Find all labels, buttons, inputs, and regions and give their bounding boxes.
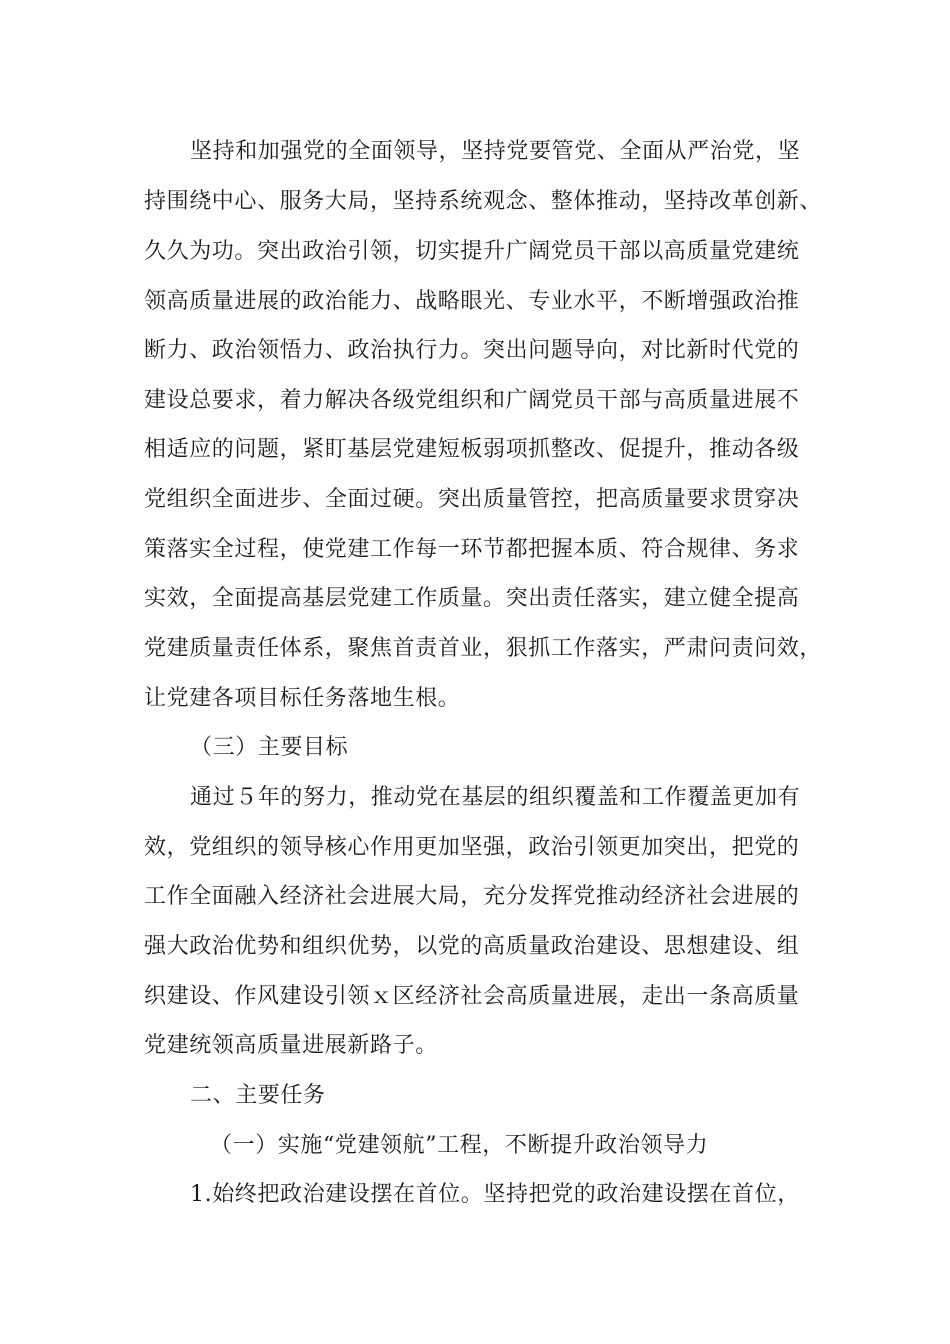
section-heading: （三）主要目标: [190, 735, 349, 760]
paragraph-line: 强大政治优势和组织优势，以党的高质量政治建设、思想建设、组: [144, 934, 800, 959]
paragraph-line: 工作全面融入经济社会进展大局，充分发挥党推动经济社会进展的: [144, 884, 800, 909]
paragraph-line: 持围绕中心、服务大局，坚持系统观念、整体推动，坚持改革创新、: [144, 189, 823, 214]
paragraph-line: 领高质量进展的政治能力、战略眼光、专业水平，不断增强政治推: [144, 289, 800, 314]
paragraph-line: 党建统领高质量进展新路子。: [144, 1033, 438, 1058]
paragraph-line: 让党建各项目标任务落地生根。: [144, 686, 461, 711]
paragraph-line: 党建质量责任体系，聚焦首责首业，狠抓工作落实，严肃问责问效，: [144, 636, 823, 661]
paragraph-line: 相适应的问题，紧盯基层党建短板弱项抓整改、促提升，推动各级: [144, 437, 800, 462]
paragraph-line: 久久为功。突出政治引领，切实提升广阔党员干部以高质量党建统: [144, 239, 800, 264]
section-heading: 二、主要任务: [190, 1083, 326, 1108]
paragraph-line: 党组织全面进步、全面过硬。突出质量管控，把高质量要求贯穿决: [144, 487, 800, 512]
paragraph-line: 断力、政治领悟力、政治执行力。突出问题导向，对比新时代党的: [144, 338, 800, 363]
paragraph-line: 建设总要求，着力解决各级党组织和广阔党员干部与高质量进展不: [144, 388, 800, 413]
paragraph-line: 坚持和加强党的全面领导，坚持党要管党、全面从严治党，坚: [190, 139, 801, 164]
paragraph-line: 通过５年的努力，推动党在基层的组织覆盖和工作覆盖更加有: [190, 785, 801, 810]
paragraph-line: 策落实全过程，使党建工作每一环节都把握本质、符合规律、务求: [144, 537, 800, 562]
subsection-heading: （一）实施“党建领航”工程，不断提升政治领导力: [210, 1133, 709, 1158]
paragraph-line: 1.始终把政治建设摆在首位。坚持把党的政治建设摆在首位，: [190, 1182, 800, 1207]
paragraph-line: 效，党组织的领导核心作用更加坚强，政治引领更加突出，把党的: [144, 835, 800, 860]
paragraph-line: 实效，全面提高基层党建工作质量。突出责任落实，建立健全提高: [144, 586, 800, 611]
paragraph-line: 织建设、作风建设引领ｘ区经济社会高质量进展，走出一条高质量: [144, 984, 800, 1009]
